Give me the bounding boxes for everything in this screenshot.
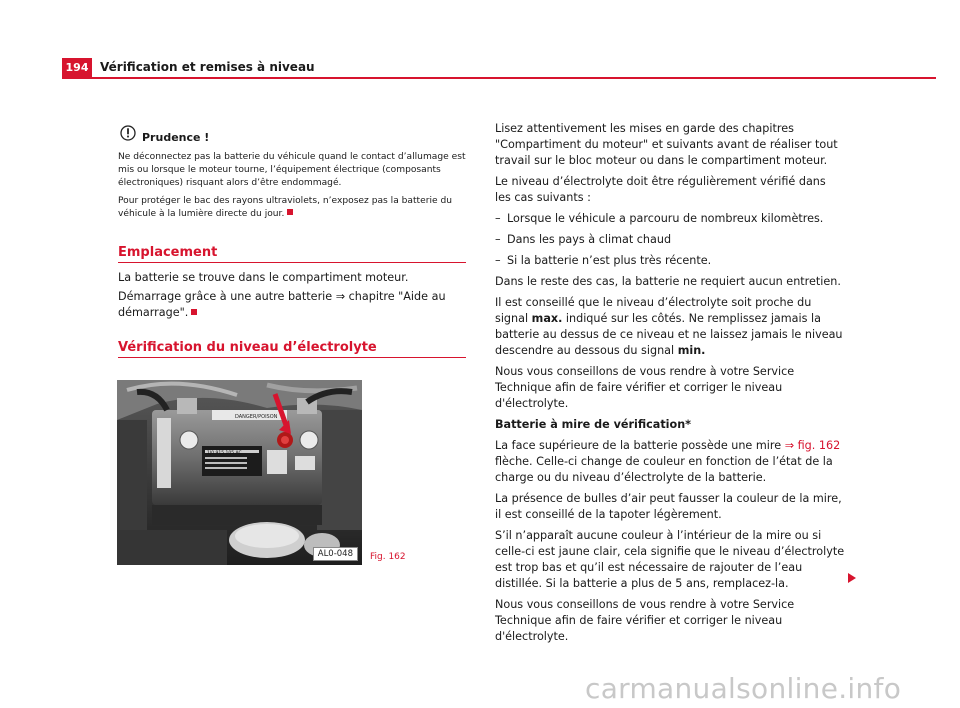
list-item-text: Dans les pays à climat chaud bbox=[507, 233, 672, 246]
right-paragraph-7: La présence de bulles d’air peut fausser la couleur de la mire, il est conseillé de la tapoter légèrement. bbox=[495, 492, 842, 521]
battery-part-label: 1J0 915 105 AC bbox=[207, 451, 242, 456]
right-paragraph-6 bbox=[495, 438, 845, 486]
emp-p2-after: chapitre "Aide au démarrage". bbox=[118, 290, 446, 319]
list-item-text: Si la batterie n’est plus très récente. bbox=[507, 254, 712, 267]
exclamation-circle-icon bbox=[120, 125, 136, 141]
right-column bbox=[495, 121, 845, 650]
caution-paragraph-2-text: Pour protéger le bac des rayons ultraviolets, n’exposez pas la batterie du véhicule à la lumière directe du jour. bbox=[118, 196, 453, 219]
battery-illustration bbox=[117, 380, 362, 565]
p4-text-a: Il est conseillé que le niveau d’électrolyte soit proche du signal bbox=[495, 296, 812, 325]
section-title-emplacement: Emplacement bbox=[118, 245, 218, 260]
battery-warning-label: DANGER/POISON bbox=[235, 414, 278, 420]
watermark: carmanualsonline.info bbox=[585, 672, 902, 705]
caution-title: Prudence ! bbox=[142, 131, 210, 144]
emplacement-paragraph-2 bbox=[118, 289, 470, 321]
subsection-title: Batterie à mire de vérification* bbox=[495, 418, 692, 431]
section-rule bbox=[118, 262, 466, 263]
end-square-icon bbox=[191, 309, 197, 315]
header-rule bbox=[62, 77, 936, 79]
figure-code: AL0-048 bbox=[313, 547, 358, 561]
page-number: 194 bbox=[62, 58, 92, 77]
figure-reference-link[interactable]: fig. 162 bbox=[797, 439, 841, 452]
right-paragraph-4 bbox=[495, 295, 845, 359]
battery-photo bbox=[117, 380, 362, 565]
right-paragraph-8: S’il n’apparaît aucune couleur à l’intérieur de la mire ou si celle-ci est jaune clair, cela signifie que le niveau d’électrolyte est trop bas et qu’il est nécessaire de rajouter de l’eau distillée. Si la batterie a plus de 5 ans, remplacez-la. bbox=[495, 529, 845, 590]
dash-icon: – bbox=[495, 212, 501, 225]
list-item-text: Lorsque le véhicule a parcouru de nombreux kilomètres. bbox=[507, 212, 824, 225]
caution-paragraph-2 bbox=[118, 195, 470, 221]
section-title-verification: Vérification du niveau d’électrolyte bbox=[118, 340, 377, 355]
p6-text-b: flèche. Celle-ci change de couleur en fonction de l’état de la charge ou du niveau d’électrolyte de la batterie. bbox=[495, 455, 833, 484]
right-paragraph-3: Dans le reste des cas, la batterie ne requiert aucun entretien. bbox=[495, 275, 841, 288]
p4-text-b: indiqué sur les côtés. Ne remplissez jamais la batterie au dessus de ce niveau et ne laissez jamais le niveau descendre au dessous du signal bbox=[495, 312, 843, 357]
list-item bbox=[495, 253, 845, 269]
emp-p2-before: Démarrage grâce à une autre batterie bbox=[118, 290, 336, 303]
end-square-icon bbox=[287, 209, 293, 215]
reference-arrow-icon: ⇒ bbox=[335, 290, 346, 303]
dash-icon: – bbox=[495, 254, 501, 267]
p6-text-a: La face supérieure de la batterie possède une mire bbox=[495, 439, 785, 452]
max-signal: max. bbox=[531, 312, 563, 325]
figure-caption: Fig. 162 bbox=[370, 552, 406, 562]
emplacement-paragraph-1: La batterie se trouve dans le compartiment moteur. bbox=[118, 271, 409, 284]
min-signal: min. bbox=[677, 344, 706, 357]
reference-arrow-icon: ⇒ bbox=[784, 439, 795, 452]
section-rule bbox=[118, 357, 466, 358]
chapter-title: Vérification et remises à niveau bbox=[100, 60, 315, 74]
caution-paragraph-1: Ne déconnectez pas la batterie du véhicule quand le contact d’allumage est mis ou lorsque le moteur tourne, l’équipement électrique (composants électroniques) risquant alors d’être endommagé. bbox=[118, 152, 466, 188]
right-paragraph-2: Le niveau d’électrolyte doit être régulièrement vérifié dans les cas suivants : bbox=[495, 175, 826, 204]
list-item bbox=[495, 232, 845, 248]
continue-arrow-icon bbox=[848, 573, 856, 583]
right-paragraph-9: Nous vous conseillons de vous rendre à votre Service Technique afin de faire vérifier et corriger le niveau d'électrolyte. bbox=[495, 598, 795, 643]
right-paragraph-5: Nous vous conseillons de vous rendre à votre Service Technique afin de faire vérifier et corriger le niveau d'électrolyte. bbox=[495, 365, 795, 410]
list-item bbox=[495, 211, 845, 227]
dash-icon: – bbox=[495, 233, 501, 246]
right-paragraph-1: Lisez attentivement les mises en garde des chapitres "Compartiment du moteur" et suivants avant de réaliser tout travail sur le bloc moteur ou dans le compartiment moteur. bbox=[495, 122, 838, 167]
